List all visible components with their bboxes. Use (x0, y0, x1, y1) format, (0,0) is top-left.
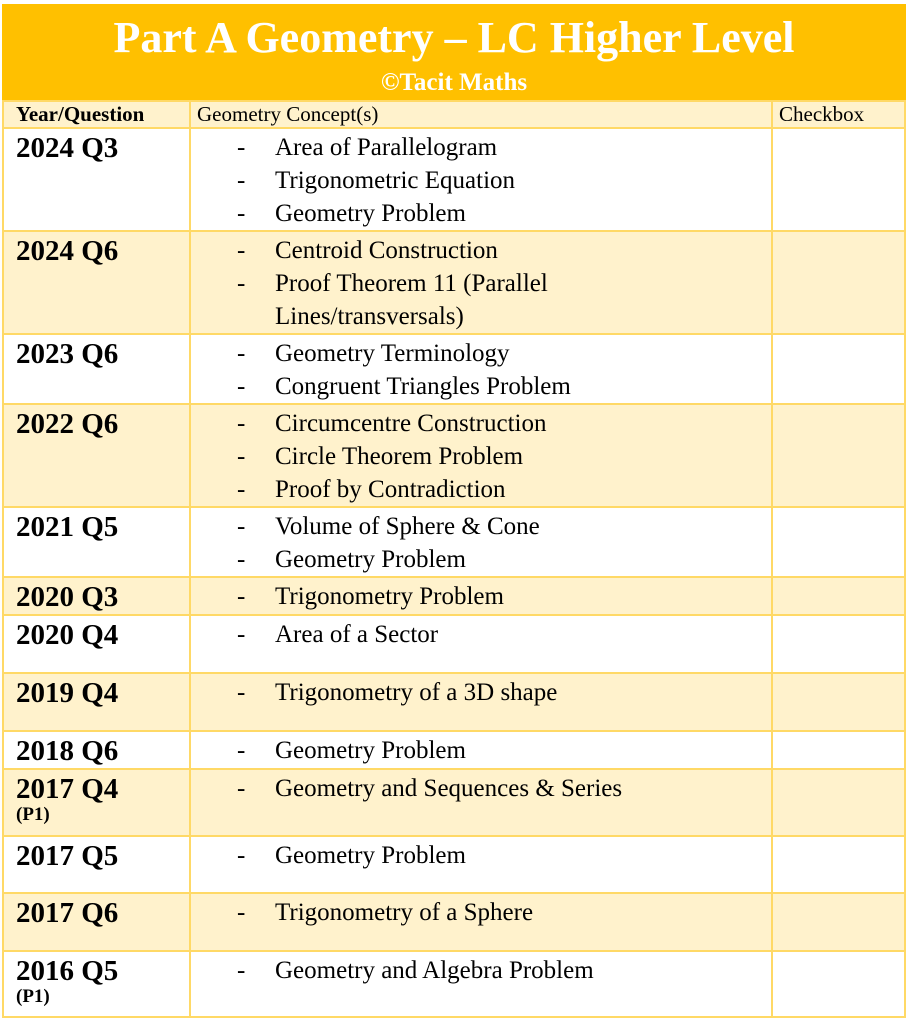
concept-item: - Proof by Contradiction (231, 473, 655, 506)
concepts-cell (190, 731, 772, 769)
concept-item: - Geometry Problem (231, 197, 655, 230)
concept-item: - Geometry Terminology (231, 337, 655, 370)
question-label: 2018 Q6 (16, 735, 119, 767)
checkbox-cell[interactable] (772, 507, 905, 577)
concept-list (191, 578, 771, 613)
column-header-concepts: Geometry Concept(s) (190, 101, 772, 128)
table-row (3, 404, 905, 507)
table-row (3, 673, 905, 731)
concept-item: - Area of a Sector (231, 618, 655, 651)
checkbox-cell[interactable] (772, 334, 905, 404)
concept-list (191, 770, 771, 805)
checkbox-cell[interactable] (772, 231, 905, 334)
question-label: 2017 Q6 (16, 897, 119, 929)
table-row (3, 951, 905, 1017)
year-question-cell (3, 128, 190, 231)
question-label: 2024 Q3 (16, 132, 119, 164)
year-question-cell (3, 731, 190, 769)
table-row (3, 615, 905, 673)
concept-item: - Trigonometry of a Sphere (231, 896, 655, 929)
concepts-cell (190, 404, 772, 507)
concepts-cell (190, 615, 772, 673)
concept-list (191, 405, 771, 506)
question-label: 2022 Q6 (16, 408, 119, 440)
question-label: 2019 Q4 (16, 677, 119, 709)
question-label: 2016 Q5 (16, 955, 119, 987)
concepts-cell (190, 893, 772, 951)
table-row (3, 577, 905, 615)
concepts-cell (190, 836, 772, 893)
concept-list (191, 837, 771, 872)
concepts-cell (190, 507, 772, 577)
table-row (3, 334, 905, 404)
concept-list (191, 732, 771, 767)
checkbox-cell[interactable] (772, 951, 905, 1017)
checkbox-cell[interactable] (772, 128, 905, 231)
concept-list (191, 674, 771, 709)
question-label: 2024 Q6 (16, 235, 119, 267)
year-question-cell (3, 673, 190, 731)
concept-item: - Trigonometry Problem (231, 580, 655, 613)
table-row (3, 507, 905, 577)
concept-item: - Geometry and Sequences & Series (231, 772, 655, 805)
concepts-cell (190, 951, 772, 1017)
concept-item: - Geometry Problem (231, 839, 655, 872)
checkbox-cell[interactable] (772, 731, 905, 769)
concepts-cell (190, 769, 772, 836)
paper-label: (P1) (16, 986, 50, 1007)
concept-list (191, 335, 771, 403)
checkbox-cell[interactable] (772, 615, 905, 673)
concept-item: - Geometry Problem (231, 543, 655, 576)
checkbox-cell[interactable] (772, 836, 905, 893)
question-table (2, 100, 906, 1018)
concept-item: - Geometry Problem (231, 734, 655, 767)
question-label: 2020 Q3 (16, 581, 119, 613)
checkbox-cell[interactable] (772, 893, 905, 951)
geometry-checklist (2, 4, 906, 1018)
concepts-cell (190, 231, 772, 334)
concept-item: - Centroid Construction (231, 234, 655, 267)
paper-label: (P1) (16, 804, 50, 825)
concepts-cell (190, 673, 772, 731)
year-question-cell (3, 893, 190, 951)
table-header-row (3, 101, 905, 128)
concept-item: - Circumcentre Construction (231, 407, 655, 440)
concept-item: - Trigonometric Equation (231, 164, 655, 197)
concept-list (191, 232, 771, 333)
year-question-cell (3, 577, 190, 615)
question-label: 2020 Q4 (16, 619, 119, 651)
year-question-cell (3, 404, 190, 507)
question-label: 2021 Q5 (16, 511, 119, 543)
concept-item: - Circle Theorem Problem (231, 440, 655, 473)
question-label: 2017 Q4 (16, 773, 119, 805)
concept-list (191, 616, 771, 651)
checkbox-cell[interactable] (772, 577, 905, 615)
concept-item: - Geometry and Algebra Problem (231, 954, 655, 987)
concept-item: - Volume of Sphere & Cone (231, 510, 655, 543)
concept-list (191, 894, 771, 929)
year-question-cell (3, 507, 190, 577)
concept-item: - Congruent Triangles Problem (231, 370, 655, 403)
table-row (3, 893, 905, 951)
concept-list (191, 952, 771, 987)
copyright-subtitle: ©Tacit Maths (380, 69, 528, 96)
question-label: 2017 Q5 (16, 840, 119, 872)
column-header-year-question: Year/Question (3, 101, 190, 128)
table-row (3, 836, 905, 893)
year-question-cell (3, 615, 190, 673)
table-row (3, 231, 905, 334)
title-banner (2, 4, 906, 100)
concept-item: - Proof Theorem 11 (Parallel Lines/transversals) (231, 267, 655, 333)
year-question-cell (3, 769, 190, 836)
table-row (3, 769, 905, 836)
table-row (3, 731, 905, 769)
year-question-cell (3, 951, 190, 1017)
concepts-cell (190, 334, 772, 404)
table-row (3, 128, 905, 231)
concept-item: - Area of Parallelogram (231, 131, 655, 164)
year-question-cell (3, 231, 190, 334)
year-question-cell (3, 334, 190, 404)
checkbox-cell[interactable] (772, 673, 905, 731)
page-title: Part A Geometry – LC Higher Level (113, 13, 795, 62)
concepts-cell (190, 128, 772, 231)
checkbox-cell[interactable] (772, 404, 905, 507)
year-question-cell (3, 836, 190, 893)
column-header-checkbox: Checkbox (772, 101, 905, 128)
concept-list (191, 129, 771, 230)
concept-list (191, 508, 771, 576)
concepts-cell (190, 577, 772, 615)
concept-item: - Trigonometry of a 3D shape (231, 676, 655, 709)
question-label: 2023 Q6 (16, 338, 119, 370)
checkbox-cell[interactable] (772, 769, 905, 836)
